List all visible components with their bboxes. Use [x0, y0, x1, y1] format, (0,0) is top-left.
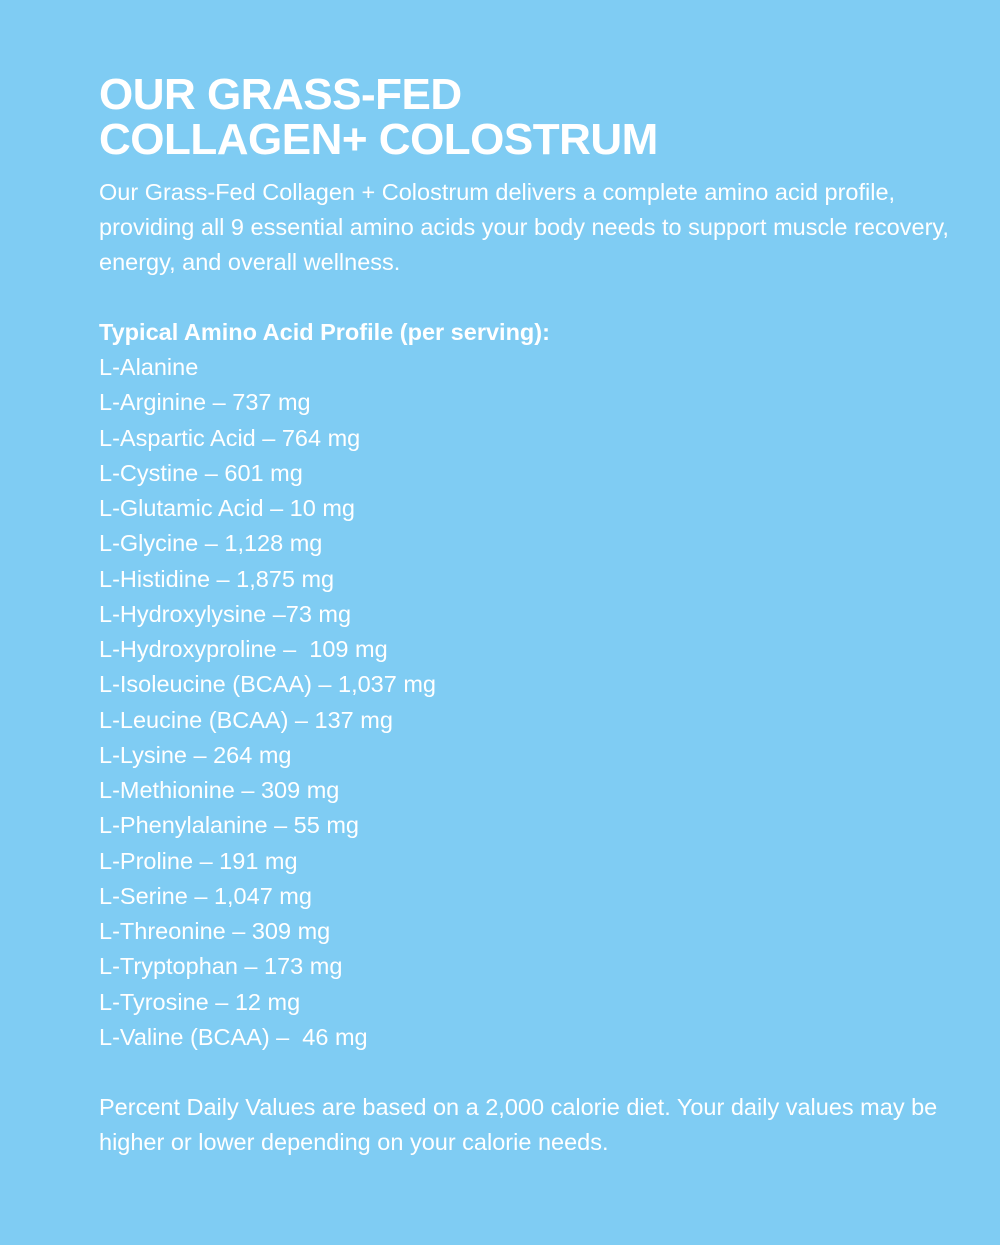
amino-acid-item: L-Hydroxyproline – 109 mg — [99, 636, 388, 662]
amino-profile-heading: Typical Amino Acid Profile (per serving): — [99, 319, 550, 345]
amino-acid-item: L-Methionine – 309 mg — [99, 777, 340, 803]
amino-acid-item: L-Serine – 1,047 mg — [99, 882, 312, 909]
amino-acid-item: L-Glutamic Acid – 10 mg — [99, 495, 355, 521]
amino-acid-item: L-Hydroxylysine –73 mg — [99, 600, 352, 627]
title-line-2: COLLAGEN+ COLOSTRUM — [99, 115, 658, 164]
amino-acid-item: L-Lysine – 264 mg — [99, 741, 292, 768]
daily-values-footnote: Percent Daily Values are based on a 2,000 calorie diet. Your daily values may be higher or lower depending on your calorie needs. — [99, 1094, 938, 1155]
amino-acid-item: L-Phenylalanine – 55 mg — [99, 812, 359, 839]
content-panel — [99, 72, 959, 1160]
amino-acid-item: L-Cystine – 601 mg — [99, 459, 303, 486]
amino-acid-item: L-Tryptophan – 173 mg — [99, 953, 343, 980]
title-line-1: OUR GRASS-FED — [99, 70, 462, 119]
amino-acid-item: L-Arginine – 737 mg — [99, 389, 311, 416]
amino-acid-item: L-Histidine – 1,875 mg — [99, 565, 335, 592]
amino-acid-list — [99, 350, 959, 1055]
amino-acid-item: L-Aspartic Acid – 764 mg — [99, 424, 361, 451]
amino-acid-item: L-Threonine – 309 mg — [99, 918, 331, 944]
amino-acid-item: L-Tyrosine – 12 mg — [99, 988, 301, 1015]
amino-acid-item: L-Valine (BCAA) – 46 mg — [99, 1023, 368, 1050]
amino-acid-item: L-Glycine – 1,128 mg — [99, 530, 323, 557]
intro-paragraph: Our Grass-Fed Collagen + Colostrum delivers a complete amino acid profile, providing all 9 essential amino acids your body needs to support muscle recovery, energy, and overall wellness. — [99, 179, 949, 275]
amino-acid-item: L-Alanine — [99, 354, 199, 380]
amino-acid-item: L-Proline – 191 mg — [99, 847, 298, 874]
page-title — [99, 72, 959, 162]
amino-acid-item: L-Leucine (BCAA) – 137 mg — [99, 706, 393, 733]
amino-acid-item: L-Isoleucine (BCAA) – 1,037 mg — [99, 671, 436, 698]
